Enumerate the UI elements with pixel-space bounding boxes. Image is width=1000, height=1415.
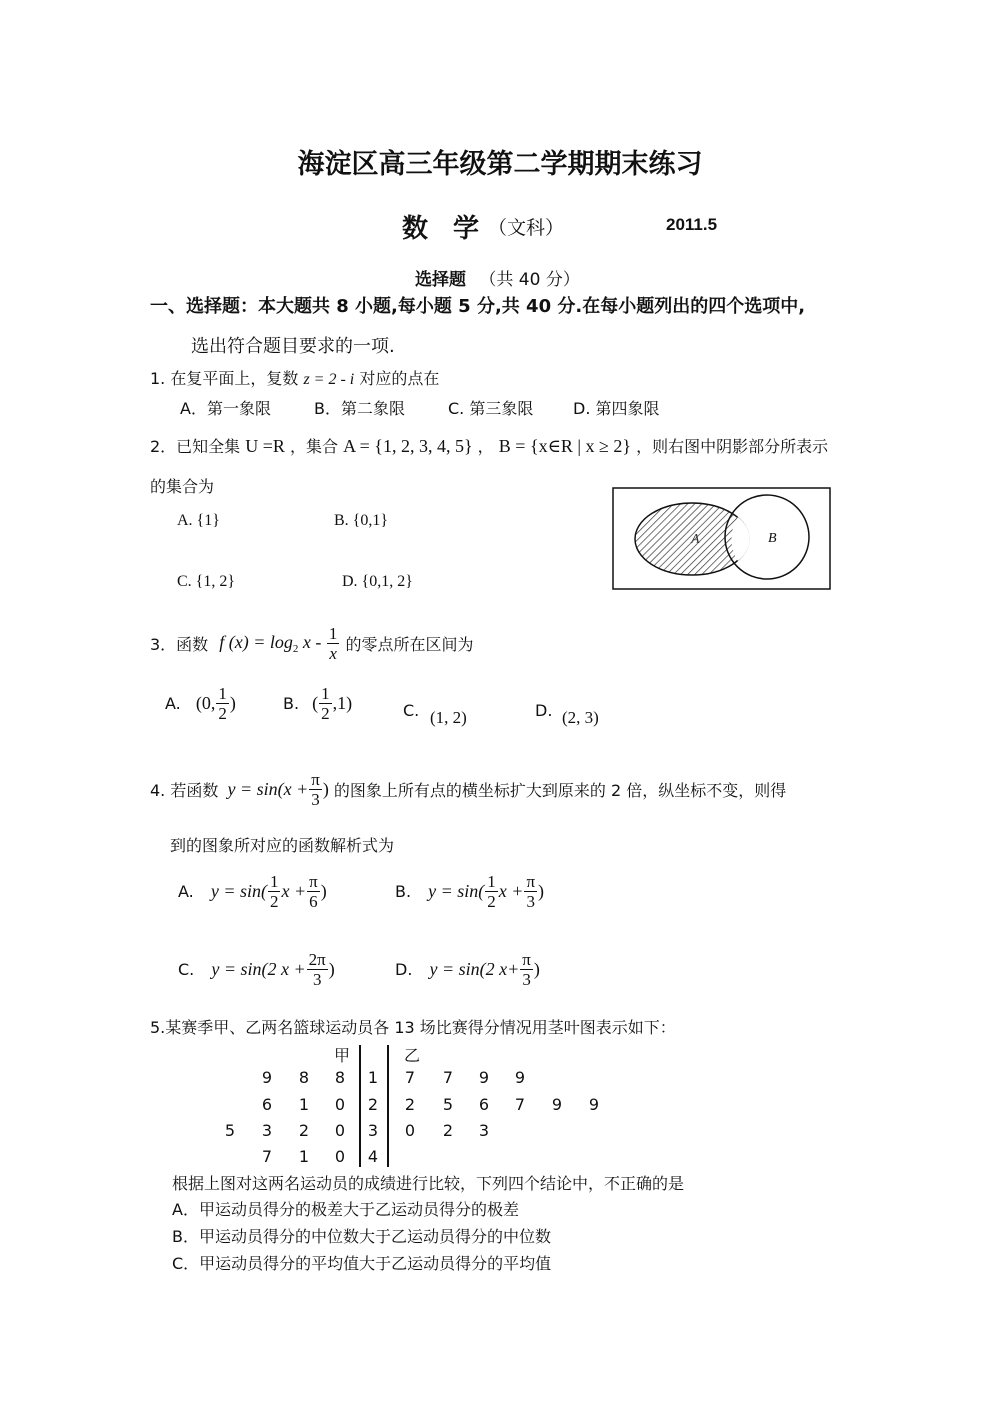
q4-b-d1: 2: [487, 892, 496, 911]
q4-b-post: ): [538, 881, 545, 901]
q2-universal-set: U =R: [245, 436, 285, 456]
q3-frac-num: 1: [328, 624, 338, 643]
leaf-left-r4-c4: 0: [334, 1147, 346, 1166]
leaf-right-r1-c3: 9: [478, 1068, 490, 1087]
q1-option-a[interactable]: A．第一象限: [180, 399, 271, 418]
leaf-right-r2-c3: 6: [478, 1095, 490, 1114]
q4-label-c: C.: [178, 960, 195, 979]
leaf-left-r3-c3: 2: [298, 1121, 310, 1140]
q4-d-post: ): [533, 959, 540, 979]
q4-a-d2: 6: [309, 892, 318, 911]
q3-b-post: ,1): [332, 693, 353, 713]
q4-c-post: ): [328, 959, 335, 979]
stem-r3: 3: [367, 1121, 379, 1140]
subject-type: （文科）: [488, 217, 565, 239]
q4-c-frac: [307, 950, 328, 989]
q4-den: 3: [311, 790, 320, 809]
q3-b-frac: [319, 684, 332, 723]
q5-option-c[interactable]: C．甲运动员得分的平均值大于乙运动员得分的平均值: [172, 1254, 552, 1273]
q2-line2: 的集合为: [150, 477, 215, 496]
leaf-right-r1-c4: 9: [514, 1068, 526, 1087]
q3-var: x -: [302, 632, 322, 652]
q5-question: 根据上图对这两名运动员的成绩进行比较，下列四个结论中，不正确的是: [172, 1174, 685, 1193]
q3-label-a: A.: [165, 694, 181, 713]
q1-option-b[interactable]: B．第二象限: [314, 399, 405, 418]
question-5: 5.某赛季甲、乙两名篮球运动员各 13 场比赛得分情况用茎叶图表示如下：: [150, 1018, 676, 1037]
q4-b-mid: x +: [498, 881, 524, 901]
stem-r4: 4: [367, 1147, 379, 1166]
q4-d-n2: π: [522, 950, 531, 969]
q5-option-a[interactable]: A．甲运动员得分的极差大于乙运动员得分的极差: [172, 1200, 519, 1219]
q4-a-frac1: [268, 872, 281, 911]
q3-b-pre: (: [312, 693, 319, 713]
q3-option-b[interactable]: [283, 684, 352, 723]
q4-a-mid: x +: [281, 881, 307, 901]
q2-option-b[interactable]: B. {0,1}: [334, 512, 389, 529]
q3-option-c[interactable]: (1, 2): [430, 708, 467, 727]
leaf-right-r2-c5: 9: [551, 1095, 563, 1114]
question-1: [150, 366, 439, 389]
stem-divider-left: [359, 1045, 361, 1167]
leaf-right-r1-c1: 7: [404, 1068, 416, 1087]
leaf-left-r3-c4: 0: [334, 1121, 346, 1140]
leaf-left-r1-c4: 8: [334, 1068, 346, 1087]
leaf-right-r1-c2: 7: [442, 1068, 454, 1087]
q2-prefix: 2．已知全集: [150, 437, 241, 456]
leaf-left-r4-c3: 1: [298, 1147, 310, 1166]
q1-expression: z = 2 - i: [303, 371, 355, 388]
stem-divider-right: [387, 1045, 389, 1167]
leaf-left-r3-c1: 5: [224, 1121, 236, 1140]
q3-label-d[interactable]: D.: [535, 701, 553, 720]
question-4: [150, 770, 786, 809]
q4-d-pre: y = sin(2 x+: [429, 959, 520, 979]
q3-log-base: 2: [292, 643, 299, 655]
q4-b-n1: 1: [487, 872, 496, 891]
q5-option-b[interactable]: B．甲运动员得分的中位数大于乙运动员得分的中位数: [172, 1227, 551, 1246]
q2-option-c[interactable]: C. {1, 2}: [177, 573, 236, 590]
q3-a-num: 1: [218, 684, 227, 703]
q4-function: y = sin(x +: [227, 779, 309, 799]
leaf-left-r1-c3: 8: [298, 1068, 310, 1087]
q2-set-a: A = {1, 2, 3, 4, 5}: [343, 436, 473, 456]
q2-mid: ，集合: [290, 437, 339, 456]
q4-pi: π: [311, 770, 320, 789]
q3-prefix: 3．函数: [150, 635, 209, 654]
leaf-left-r4-c2: 7: [261, 1147, 273, 1166]
leaf-left-r2-c3: 1: [298, 1095, 310, 1114]
stem-r2: 2: [367, 1095, 379, 1114]
question-3: [150, 624, 474, 663]
q3-b-den: 2: [321, 704, 330, 723]
subject-name: 数 学: [402, 214, 488, 244]
section-points: （共 40 分）: [479, 270, 580, 290]
q3-label-b: B.: [283, 694, 300, 713]
q4-fraction: [309, 770, 322, 809]
q4-b-n2: π: [526, 872, 536, 891]
q4-c-d2: 3: [312, 970, 322, 989]
q3-b-num: 1: [321, 684, 330, 703]
instructions-line2: 选出符合题目要求的一项.: [191, 336, 395, 357]
leaf-left-r3-c2: 3: [261, 1121, 273, 1140]
q3-a-den: 2: [218, 704, 227, 723]
q4-a-n1: 1: [269, 872, 279, 891]
q2-set-b: B = {x∈R | x ≥ 2}: [498, 436, 632, 456]
section-title: 选择题: [415, 270, 466, 290]
q4-option-c[interactable]: [178, 950, 335, 989]
q4-a-frac2: [307, 872, 320, 911]
stem-leaf-header-left: 甲: [333, 1046, 350, 1065]
q1-option-c[interactable]: C. 第三象限: [448, 399, 534, 418]
stem-leaf-header-right: 乙: [403, 1046, 420, 1065]
leaf-right-r2-c6: 9: [588, 1095, 600, 1114]
q3-option-a[interactable]: [165, 684, 236, 723]
leaf-right-r2-c2: 5: [442, 1095, 454, 1114]
q1-option-d[interactable]: D. 第四象限: [573, 399, 660, 418]
q3-frac-den: x: [329, 644, 337, 663]
q3-fraction: [327, 624, 340, 663]
stem-r1: 1: [367, 1068, 379, 1087]
leaf-left-r1-c2: 9: [261, 1068, 273, 1087]
leaf-right-r3-c1: 0: [404, 1121, 416, 1140]
instructions-line1: 一、选择题：本大题共 8 小题,每小题 5 分,共 40 分.在每小题列出的四个选项中,: [150, 296, 806, 317]
q4-label-d: D.: [395, 960, 413, 979]
q3-a-frac: [216, 684, 229, 723]
venn-label-b: B: [768, 531, 777, 546]
question-2: [150, 434, 828, 457]
q3-a-post: ): [229, 693, 236, 713]
q4-option-b[interactable]: [395, 872, 544, 911]
q4-a-post: ): [320, 881, 327, 901]
page-title: 海淀区高三年级第二学期期末练习: [297, 149, 703, 180]
venn-label-a: A: [691, 532, 700, 547]
q4-b-frac2: [524, 872, 537, 911]
q4-b-frac1: [485, 872, 498, 911]
q1-prefix: 1. 在复平面上，复数: [150, 369, 299, 388]
q3-a-pre: (0,: [195, 693, 216, 713]
leaf-left-r2-c4: 0: [334, 1095, 346, 1114]
q4-a-d1: 2: [269, 892, 279, 911]
exam-date: 2011.5: [666, 215, 718, 234]
leaf-right-r2-c4: 7: [514, 1095, 526, 1114]
q4-prefix: 4. 若函数: [150, 781, 219, 800]
q4-d-frac: [520, 950, 533, 989]
venn-diagram: [612, 487, 832, 591]
leaf-right-r2-c1: 2: [404, 1095, 416, 1114]
q4-close: ): [322, 779, 329, 799]
leaf-left-r2-c2: 6: [261, 1095, 273, 1114]
q4-option-d[interactable]: [395, 950, 540, 989]
q3-option-d[interactable]: (2, 3): [562, 708, 599, 727]
q3-function: [219, 632, 326, 655]
q4-line2: 到的图象所对应的函数解析式为: [170, 836, 395, 855]
q4-label-b: B.: [395, 882, 412, 901]
q4-c-pre: y = sin(2 x +: [211, 959, 306, 979]
q4-label-a: A.: [178, 882, 194, 901]
q2-option-a[interactable]: A. {1}: [177, 512, 220, 529]
q4-a-n2: π: [309, 872, 318, 891]
q2-suffix: ，则右图中阴影部分所表示: [636, 437, 829, 456]
q4-d-d2: 3: [522, 970, 531, 989]
q1-suffix: 对应的点在: [359, 369, 440, 388]
section-heading: [415, 265, 580, 290]
q4-c-n2: 2π: [308, 950, 326, 969]
q3-func-name: f (x) = log: [219, 632, 293, 652]
q3-label-c[interactable]: C.: [403, 701, 420, 720]
q3-suffix: 的零点所在区间为: [345, 635, 474, 654]
q4-b-d2: 3: [526, 892, 535, 911]
q4-suffix: 的图象上所有点的横坐标扩大到原来的 2 倍，纵坐标不变，则得: [333, 781, 787, 800]
q4-option-a[interactable]: [178, 872, 327, 911]
q2-sep: ，: [477, 437, 494, 456]
leaf-right-r3-c2: 2: [442, 1121, 454, 1140]
q2-option-d[interactable]: D. {0,1, 2}: [342, 573, 413, 590]
q4-b-pre: y = sin(: [428, 881, 485, 901]
leaf-right-r3-c3: 3: [478, 1121, 490, 1140]
q4-a-pre: y = sin(: [210, 881, 267, 901]
